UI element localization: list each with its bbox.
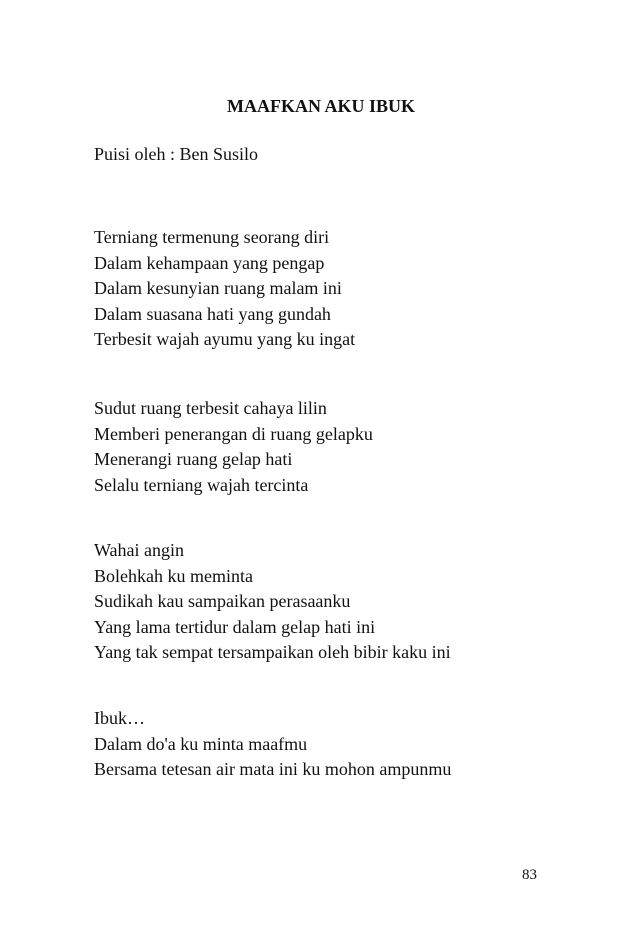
poem-line: Bersama tetesan air mata ini ku mohon ampunmu xyxy=(94,759,452,779)
poem-line: Yang lama tertidur dalam gelap hati ini xyxy=(94,616,376,637)
poem-line: Dalam suasana hati yang gundah xyxy=(94,303,331,324)
poem-line: Terniang termenung seorang diri xyxy=(94,227,330,247)
stanza-3 xyxy=(94,538,451,666)
poem-line: Menerangi ruang gelap hati xyxy=(94,449,293,469)
stanza-4 xyxy=(94,706,451,783)
stanza-2 xyxy=(94,396,373,498)
poem-line: Ibuk… xyxy=(94,708,145,728)
poem-line: Sudut ruang terbesit cahaya lilin xyxy=(94,398,327,418)
page-number: 83 xyxy=(522,867,537,883)
stanza-1 xyxy=(94,225,355,353)
poem-line: Selalu terniang wajah tercinta xyxy=(94,474,309,495)
poem-line: Dalam kesunyian ruang malam ini xyxy=(94,278,342,298)
poem-line: Bolehkah ku meminta xyxy=(94,565,253,586)
poem-line: Wahai angin xyxy=(94,540,185,560)
poem-line: Dalam do'a ku minta maafmu xyxy=(94,733,308,754)
author-line: Puisi oleh : Ben Susilo xyxy=(94,144,259,164)
poem-line: Sudikah kau sampaikan perasaanku xyxy=(94,591,351,611)
poem-line: Memberi penerangan di ruang gelapku xyxy=(94,423,373,444)
poem-line: Terbesit wajah ayumu yang ku ingat xyxy=(94,329,356,349)
poem-line: Dalam kehampaan yang pengap xyxy=(94,252,325,273)
poem-line: Yang tak sempat tersampaikan oleh bibir kaku ini xyxy=(94,642,451,662)
poem-title: MAAFKAN AKU IBUK xyxy=(227,96,415,116)
